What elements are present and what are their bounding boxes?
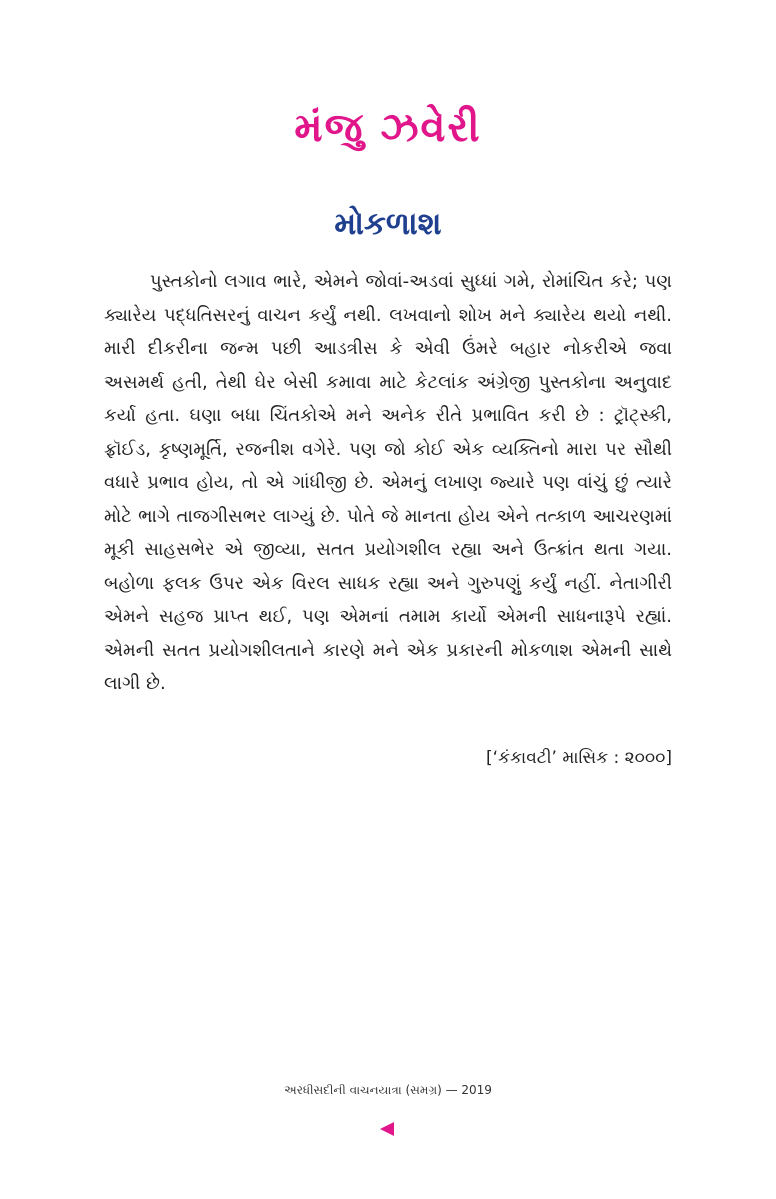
source-citation: [‘કંકાવટી’ માસિક : ૨૦૦૦] <box>486 748 672 768</box>
page-footer: અરધીસદીની વાચનયાત્રા (સમગ્ર) — 2019 <box>284 1083 492 1097</box>
left-triangle-icon <box>380 1122 394 1136</box>
author-name: મંજુ ઝવેરી <box>294 105 482 151</box>
essay-body: પુસ્તકોનો લગાવ ભારે, એમને જોવાં-અડવાં સુધ્ધાં ગમે, રોમાંચિત કરે; પણ ક્યારેય પદ્ધતિસરનું વાચન કર્યું નથી. લખવાનો શોખ મને ક્યારેય થયો નથી. મારી દીકરીના જન્મ પછી આડત્રીસ કે એવી ઉંમરે બહાર નોકરીએ જવા અસમર્થ હતી, તેથી ઘેર બેસી કમાવા માટે કેટલાંક અંગ્રેજી પુસ્તકોના અનુવાદ કર્યા હતા. ઘણા બધા ચિંતકોએ મને અનેક રીતે પ્રભાવિત કરી છે : ટ્રૉટ્સ્કી, ફ્રૉઈડ, કૃષ્ણમૂર્તિ, રજનીશ વગેરે. પણ જો કોઈ એક વ્યક્તિનો મારા પર સૌથી વધારે પ્રભાવ હોય, તો એ ગાંધીજી છે. એમનું લખાણ જ્યારે પણ વાંચું છું ત્યારે મોટે ભાગે તાજગીસભર લાગ્યું છે. પોતે જે માનતા હોય એને તત્કાળ આચરણમાં મૂકી સાહસભેર એ જીવ્યા, સતત પ્રયોગશીલ રહ્યા અને ઉત્ક્રાંત થતા ગયા. બહોળા ફલક ઉપર એક વિરલ સાધક રહ્યા અને ગુરુપણું કર્યું નહીં. નેતાગીરી એમને સહજ પ્રાપ્ત થઈ, પણ એમનાં તમામ કાર્યો એમની સાધનારૂપે રહ્યાં. એમની સતત પ્રયોગશીલતાને કારણે મને એક પ્રકારની મોકળાશ એમની સાથે લાગી છે. <box>104 271 672 694</box>
essay-title: મોકળાશ <box>334 206 442 242</box>
